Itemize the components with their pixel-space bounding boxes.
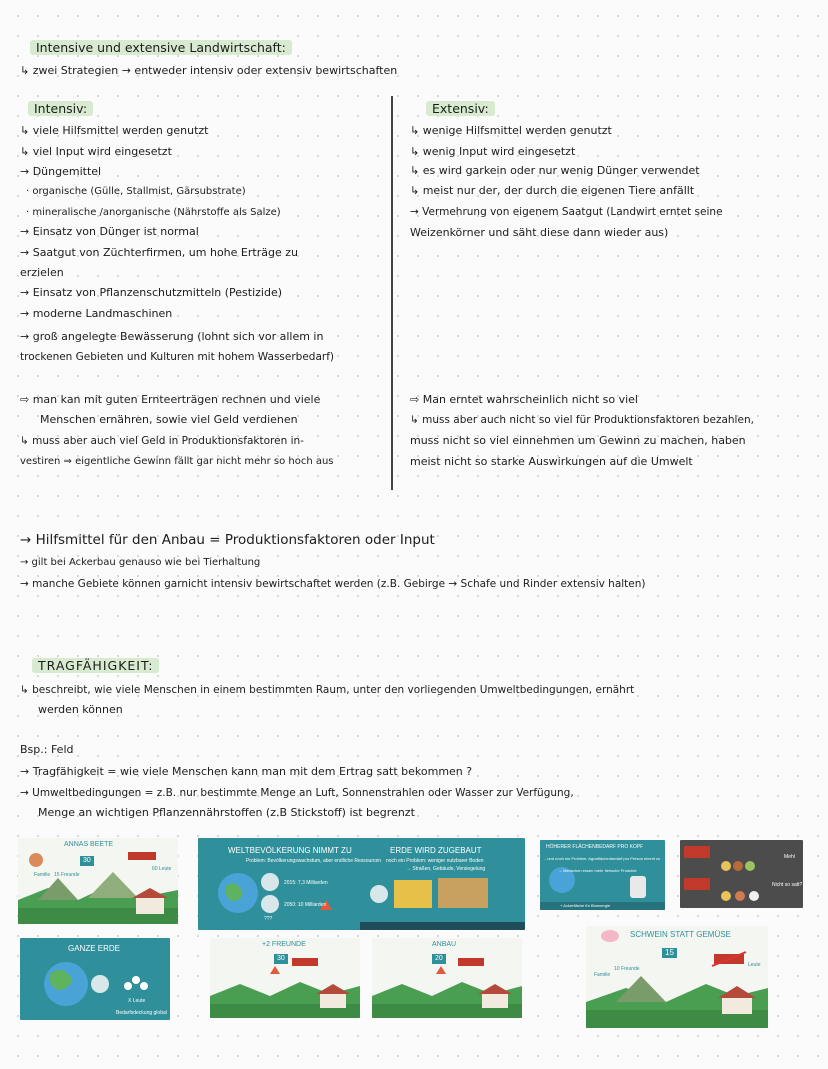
example-line: → Tragfähigkeit = wie viele Menschen kann man mit dem Ertrag satt bekommen ? — [20, 765, 473, 778]
intensiv-line: ↳ viele Hilfsmittel werden genutzt — [20, 124, 209, 137]
intensiv-line: erzielen — [20, 266, 64, 279]
intensiv-line: ↳ viel Input wird eingesetzt — [20, 145, 172, 158]
intensiv-conclusion: ⇨ man kan mit guten Ernteerträgen rechnen und viele — [20, 393, 321, 406]
weltbevoelkerung-image — [198, 838, 525, 930]
annas-beete-image — [18, 838, 178, 924]
column-divider — [391, 96, 393, 490]
image-caption: ??? — [264, 916, 273, 922]
tragfaehigkeit-definition: werden können — [38, 703, 123, 716]
extensiv-conclusion: ↳ muss aber auch nicht so viel für Produktionsfaktoren bezahlen, — [410, 414, 754, 426]
extensiv-line: Weizenkörner und säht diese dann wieder aus) — [410, 226, 669, 239]
flaechenbedarf-image — [540, 840, 665, 910]
example-line: → Umweltbedingungen = z.B. nur bestimmte Menge an Luft, Sonnenstrahlen oder Wasser zur Verfügung, — [20, 787, 574, 799]
tragfaehigkeit-heading: TRAGFÄHIGKEIT: — [32, 659, 159, 673]
image-count: 30 — [274, 954, 288, 964]
intensiv-line: trockenen Gebieten und Kulturen mit hohem Wasserbedarf) — [20, 351, 334, 363]
freunde-image — [210, 938, 360, 1018]
image-caption: Problem: Bevölkerungswachstum, aber endliche Ressourcen — [246, 858, 382, 864]
intensiv-conclusion: ↳ muss aber auch viel Geld in Produktionsfaktoren in- — [20, 435, 304, 447]
schwein-image — [586, 926, 768, 1028]
anbau-image — [372, 938, 522, 1018]
intensiv-line: → Saatgut von Züchterfirmen, um hohe Erträge zu — [20, 246, 298, 259]
ganze-erde-image — [20, 938, 170, 1020]
image-caption: noch ein Problem: weniger nutzbarer Boden — [386, 858, 484, 864]
image-label: Leute — [748, 962, 761, 968]
nahrung-image — [680, 840, 803, 908]
image-label: 15 Freunde — [54, 872, 80, 878]
image-caption: X Leute — [128, 998, 146, 1004]
image-title: GANZE ERDE — [68, 944, 121, 953]
extensiv-line: ↳ es wird garkein oder nur wenig Dünger verwendet — [410, 164, 700, 177]
extensiv-line: ↳ wenige Hilfsmittel werden genutzt — [410, 124, 612, 137]
extensiv-conclusion: muss nicht so viel einnehmen um Gewinn zu machen, haben — [410, 434, 746, 447]
intensiv-heading: Intensiv: — [28, 102, 93, 116]
image-caption: 2050: 10 Milliarden — [284, 902, 327, 908]
image-caption: Bedarfsdeckung global — [116, 1010, 167, 1016]
intensiv-line: · organische (Gülle, Stallmist, Gärsubstrate) — [26, 186, 246, 197]
intensiv-conclusion: vestiren ⇒ eigentliche Gewinn fällt gar nicht mehr so hoch aus — [20, 456, 334, 467]
landscape-illustration — [372, 938, 522, 1018]
food-illustration — [680, 840, 803, 908]
extensiv-line: → Vermehrung von eigenem Saatgut (Landwirt erntet seine — [410, 206, 723, 218]
page-title: Intensive und extensive Landwirtschaft: — [30, 41, 292, 55]
intensiv-line: → Düngemittel — [20, 165, 102, 178]
image-caption: + Ackerfläche für Bioenergie — [560, 903, 611, 908]
image-count: 20 — [432, 954, 446, 964]
intensiv-line: → Einsatz von Pflanzenschutzmitteln (Pestizide) — [20, 286, 283, 299]
image-title: +2 FREUNDE — [262, 941, 306, 948]
image-label: 60 Leute — [152, 866, 172, 872]
image-title: SCHWEIN STATT GEMÜSE — [630, 930, 731, 939]
page-subtitle: ↳ zwei Strategien → entweder intensiv oder extensiv bewirtschaften — [20, 64, 398, 77]
intensiv-line: → Einsatz von Dünger ist normal — [20, 225, 199, 238]
image-count: 30 — [80, 856, 94, 866]
factors-line: → Hilfsmittel für den Anbau = Produktionsfaktoren oder Input — [20, 532, 435, 548]
intensiv-conclusion: Menschen ernähren, sowie viel Geld verdienen — [40, 413, 298, 426]
image-caption: ...und noch ein Problem: Agrarflächenbedarf pro Person nimmt zu — [544, 856, 661, 861]
factors-line: → manche Gebiete können garnicht intensiv bewirtschaftet werden (z.B. Gebirge → Schafe und Rinder extensiv halten) — [20, 578, 646, 590]
image-title: HÖHERER FLÄCHENBEDARF PRO KOPF — [546, 844, 644, 850]
image-title: ANNAS BEETE — [64, 841, 114, 848]
image-caption: Mehl — [784, 854, 795, 860]
landscape-illustration — [18, 838, 178, 924]
image-caption: → Menschen essen mehr tierische Produkte — [558, 868, 637, 873]
image-label: Familie — [594, 972, 611, 978]
globe-illustration — [540, 840, 665, 910]
landscape-illustration — [210, 938, 360, 1018]
image-label: Familie — [34, 872, 51, 878]
landscape-illustration — [586, 926, 768, 1028]
image-count: 15 — [662, 948, 677, 958]
image-title: ERDE WIRD ZUGEBAUT — [390, 846, 482, 855]
extensiv-line: ↳ wenig Input wird eingesetzt — [410, 145, 576, 158]
extensiv-conclusion: ⇨ Man erntet wahrscheinlich nicht so viel — [410, 393, 638, 406]
intensiv-line: → groß angelegte Bewässerung (lohnt sich vor allem in — [20, 330, 324, 343]
image-caption: Nicht so satt? — [772, 882, 803, 888]
image-title: WELTBEVÖLKERUNG NIMMT ZU — [228, 846, 352, 855]
extensiv-line: ↳ meist nur der, der durch die eigenen Tiere anfällt — [410, 184, 695, 197]
image-label: 10 Freunde — [614, 966, 640, 972]
example-label: Bsp.: Feld — [20, 743, 74, 756]
extensiv-conclusion: meist nicht so starke Auswirkungen auf die Umwelt — [410, 455, 693, 468]
example-line: Menge an wichtigen Pflanzennährstoffen (z.B Stickstoff) ist begrenzt — [38, 806, 415, 819]
image-caption: 2015: 7,3 Milliarden — [284, 880, 328, 886]
intensiv-line: · mineralische /anorganische (Nährstoffe als Salze) — [26, 207, 281, 218]
factors-line: → gilt bei Ackerbau genauso wie bei Tierhaltung — [20, 557, 261, 568]
image-caption: → Straßen, Gebäude, Versiegelung — [406, 866, 486, 872]
extensiv-heading: Extensiv: — [426, 102, 495, 116]
tragfaehigkeit-definition: ↳ beschreibt, wie viele Menschen in einem bestimmten Raum, unter den vorliegenden Umweltbedingungen, ernährt — [20, 684, 635, 696]
intensiv-line: → moderne Landmaschinen — [20, 307, 173, 320]
image-title: ANBAU — [432, 941, 457, 948]
